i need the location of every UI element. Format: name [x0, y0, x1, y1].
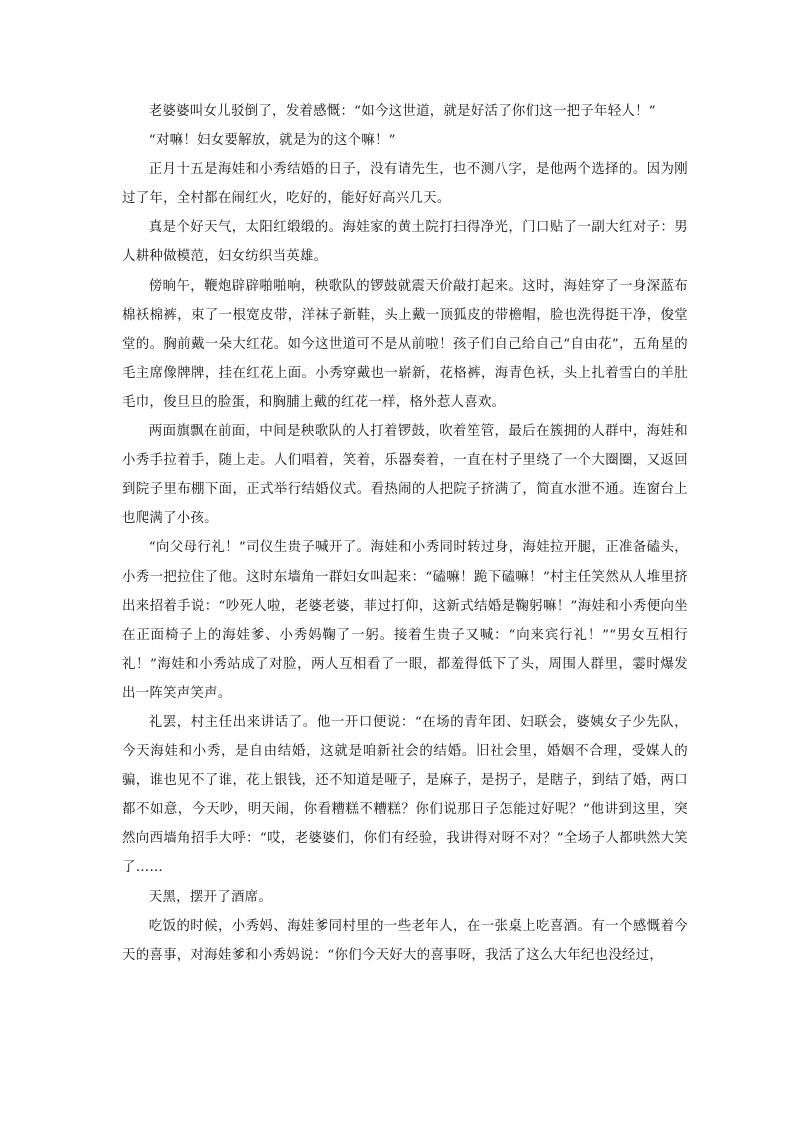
paragraph-2: “对嘛！妇女要解放，就是为的这个嘛！”: [148, 133, 396, 149]
paragraph-1: 老婆婆叫女儿驳倒了，发着感慨：“如今这世道，就是好活了你们这一把子年轻人！”: [148, 104, 656, 119]
paragraph-4: 真是个好天气，太阳红缎缎的。海娃家的黄土院打扫得净光，门口贴了一副大红对子：男人耕种做模范，妇女纺织当英雄。: [122, 220, 688, 265]
paragraph-10: 吃饭的时候，小秀妈、海娃爹同村里的一些老年人，在一张桌上吃喜酒。有一个感慨着今天的喜事，对海娃爹和小秀妈说：“你们今天好大的喜事呀，我活了这么大年纪也没经过，: [122, 918, 688, 963]
paragraph-5: 傍晌午，鞭炮辟辟啪啪响，秧歌队的锣鼓就震天价敲打起来。这时，海娃穿了一身深蓝布棉袄棉裤，束了一根宽皮带，洋袜子新鞋，头上戴一顶狐皮的带檐帽，脸也洗得挺干净，俊堂堂的。胸前戴一朵大红花。如今这世道可不是从前啦！孩子们自己给自己“自由花”，五角星的毛主席像牌牌，挂在红花上面。小秀穿戴也一崭新，花格裤，海青色袄，头上扎着雪白的羊肚毛巾，俊旦旦的脸蛋，和胸脯上戴的红花一样，格外惹人喜欢。: [122, 278, 688, 410]
paragraph-3: 正月十五是海娃和小秀结婚的日子，没有请先生，也不测八字，是他两个选择的。因为刚过了年，全村都在闹红火，吃好的，能好好高兴几天。: [122, 162, 688, 207]
paragraph-6: 两面旗飘在前面，中间是秧歌队的人打着锣鼓，吹着笙管，最后在簇拥的人群中，海娃和小秀手拉着手，随上走。人们唱着，笑着，乐器奏着，一直在村子里绕了一个大圈圈，又返回到院子里布棚下面，正式举行结婚仪式。看热闹的人把院子挤满了，简直水泄不通。连窗台上也爬满了小孩。: [122, 424, 688, 527]
paragraph-8: 礼罢，村主任出来讲话了。他一开口便说：“在场的青年团、妇联会，婆姨女子少先队，今天海娃和小秀，是自由结婚，这就是咱新社会的结婚。旧社会里，婚姻不合理，受媒人的骗，谁也见不了谁，花上银钱，还不知道是哑子，是麻子，是拐子，是瞎子，到结了婚，两口都不如意，今天吵，明天闹，你看糟糕不糟糕？你们说那日子怎能过好呢？”他讲到这里，突然向西墙角招手大呼：“哎，老婆婆们，你们有经验，我讲得对呀不对？”全场子人都哄然大笑了……: [122, 714, 688, 876]
story-text: [122, 97, 688, 970]
paragraph-9: 天黑，摆开了酒席。: [148, 889, 273, 905]
paragraph-7: “向父母行礼！”司仪生贵子喊开了。海娃和小秀同时转过身，海娃拉开腿，正准备磕头，小秀一把拉住了他。这时东墙角一群妇女叫起来：“磕嘛！跪下磕嘛！”村主任笑然从人堆里挤出来招着手说：“吵死人啦，老婆老婆，菲过打仰，这新式结婚是鞠躬嘛！”海娃和小秀便向坐在正面椅子上的海娃爹、小秀妈鞠了一躬。接着生贵子又喊：“向来宾行礼！”“男女互相行礼！”海娃和小秀站成了对脸，两人互相看了一眼，都羞得低下了头，周围人群里，霎时爆发出一阵笑声笑声。: [122, 540, 688, 701]
